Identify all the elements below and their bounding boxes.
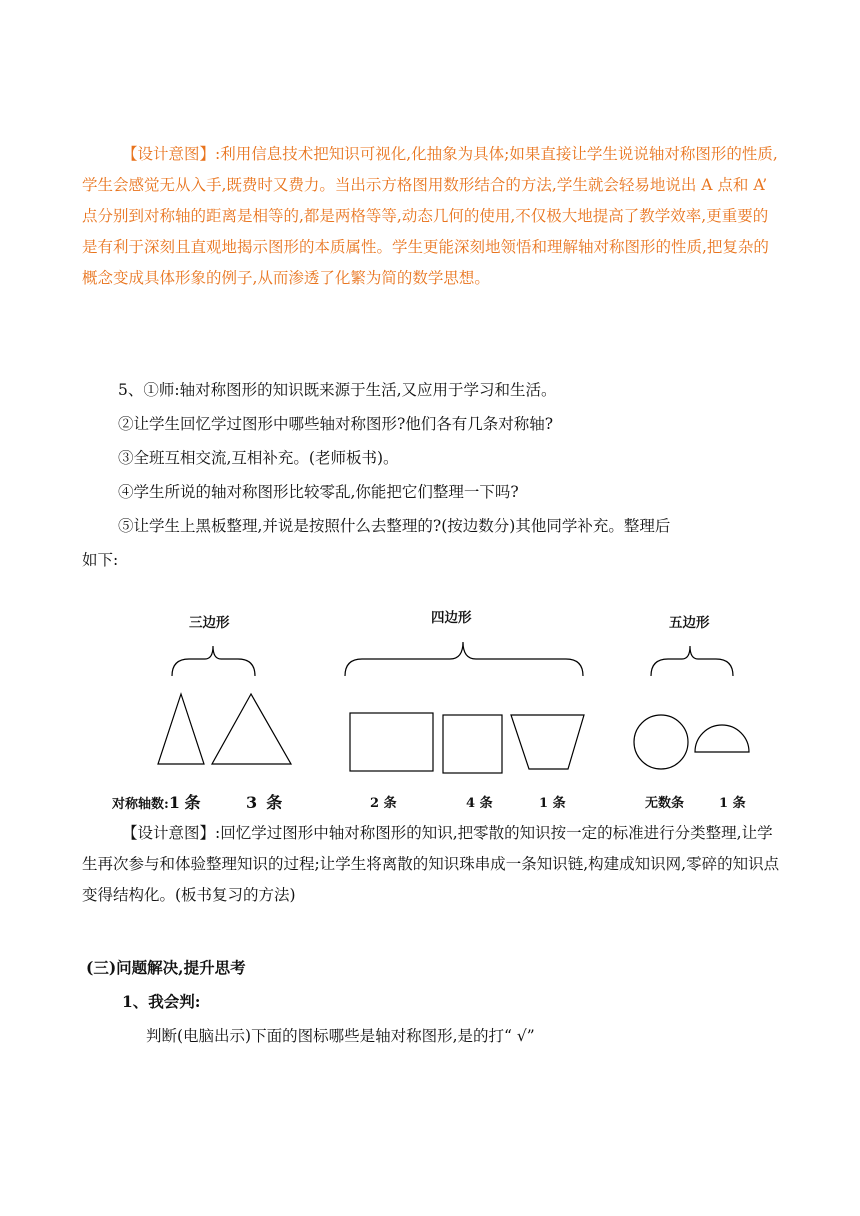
circle [634, 715, 688, 769]
subsection-heading: 1、我会判: [122, 992, 201, 1011]
square [443, 715, 502, 773]
axis-count-label [112, 790, 201, 813]
instruction-text: 判断(电脑出示)下面的图标哪些是轴对称图形,是的打“ √” [146, 1027, 535, 1045]
step5-line-6: 如下: [82, 551, 119, 569]
count-square: 4 条 [466, 796, 493, 811]
step5-line-1: 5、①师:轴对称图形的知识既来源于生活,又应用于学习和生活。 [118, 381, 557, 399]
group-label-triangle: 三边形 [189, 615, 230, 631]
count-triangle-1-num: 1 [168, 793, 180, 812]
brace-triangles [172, 646, 255, 676]
trapezoid [511, 715, 584, 769]
step5-line-5: ⑤让学生上黑板整理,并说是按照什么去整理的?(按边数分)其他同学补充。整理后 [118, 517, 671, 535]
design-intent-text-2: :回忆学过图形中轴对称图形的知识,把零散的知识按一定的标准进行分类整理,让学生再次参与和体验整理知识的过程;让学生将离散的知识珠串成一条知识链,构建成知识网,零碎的知识点变得结构化。(板书复习的方法) [82, 824, 780, 904]
rectangle [350, 713, 433, 771]
step5-line-4: ④学生所说的轴对称图形比较零乱,你能把它们整理一下吗? [118, 483, 519, 501]
semicircle [695, 725, 749, 752]
section-heading: (三)问题解决,提升思考 [86, 958, 246, 977]
count-semicircle: 1 条 [719, 796, 746, 811]
axis-prefix: 对称轴数: [112, 797, 169, 812]
design-intent-text: :利用信息技术把知识可视化,化抽象为具体;如果直接让学生说说轴对称图形的性质,学生会感觉无从入手,既费时又费力。当出示方格图用数形结合的方法,学生就会轻易地说出 A 点和 A’ 点分别到对称轴的距离是相等的,都是两格等等,动态几何的使用,不仅极大地提高了教学效率,更重要的是有利于深刻且直观地揭示图形的本质属性。学生更能深刻地领悟和理解轴对称图形的性质,把复杂的概念变成具体形象的例子,从而渗透了化繁为简的数学思想。 [82, 145, 778, 287]
count-circle: 无数条 [645, 796, 685, 811]
step5-line-2: ②让学生回忆学过图形中哪些轴对称图形?他们各有几条对称轴? [118, 415, 554, 433]
design-intent-paragraph-2 [82, 818, 782, 911]
step5-line-3: ③全班互相交流,互相补充。(老师板书)。 [118, 449, 399, 467]
count-trapezoid: 1 条 [539, 796, 566, 811]
triangle-isosceles [158, 694, 204, 764]
design-intent-tag: 【设计意图】 [122, 145, 216, 163]
count-triangle-2 [246, 790, 282, 813]
count-triangle-1-unit: 条 [184, 793, 201, 812]
count-triangle-2-unit: 条 [266, 793, 283, 812]
group-label-quadrilateral: 四边形 [431, 610, 472, 626]
group-label-pentagon: 五边形 [669, 615, 710, 631]
brace-quadrilaterals [345, 642, 583, 676]
count-rectangle: 2 条 [370, 796, 397, 811]
brace-pentagons [651, 646, 733, 676]
count-triangle-2-num: 3 [246, 793, 258, 812]
triangle-equilateral [212, 694, 291, 764]
design-intent-tag-2: 【设计意图】 [122, 824, 216, 842]
